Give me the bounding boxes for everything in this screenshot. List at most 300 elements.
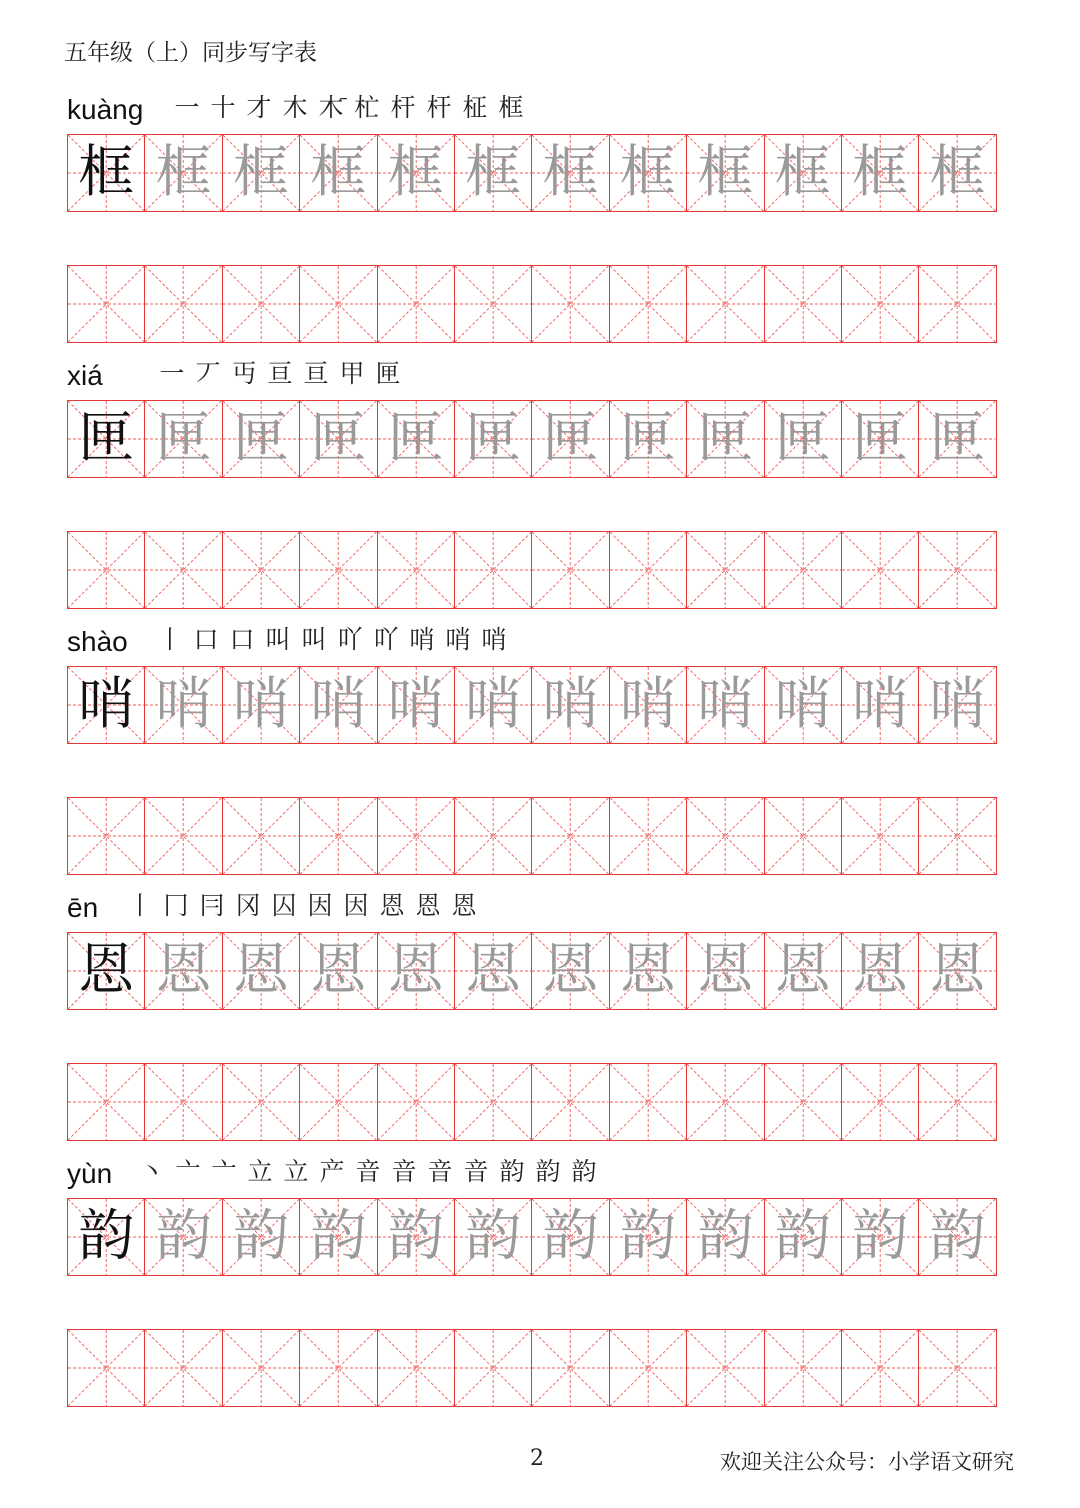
stroke-order-sequence	[137, 1152, 599, 1188]
stroke-step: 丆	[195, 359, 221, 388]
stroke-step: 甲	[339, 359, 365, 388]
blank-practice-cell[interactable]	[610, 1329, 687, 1407]
trace-character: 哨	[387, 672, 444, 737]
trace-character: 韵	[232, 1204, 289, 1269]
trace-cell	[300, 134, 377, 212]
blank-practice-cell[interactable]	[610, 265, 687, 343]
blank-practice-cell[interactable]	[300, 1063, 377, 1141]
trace-cell	[919, 666, 996, 744]
stroke-step: 哨	[409, 625, 435, 654]
blank-practice-cell[interactable]	[223, 797, 300, 875]
trace-character: 恩	[387, 938, 444, 1003]
trace-character: 恩	[155, 938, 212, 1003]
trace-cell	[919, 1198, 996, 1276]
stroke-step: 吖	[337, 625, 363, 654]
trace-character: 恩	[774, 938, 831, 1003]
stroke-step: 韵	[499, 1157, 525, 1186]
mi-grid-guide	[919, 798, 995, 874]
mi-grid-guide	[687, 1064, 763, 1140]
trace-cell	[223, 1198, 300, 1276]
mi-grid-guide	[145, 1330, 221, 1406]
practice-row	[67, 265, 1014, 343]
trace-cell	[532, 400, 609, 478]
trace-character: 韵	[852, 1204, 909, 1269]
trace-cell	[842, 134, 919, 212]
mi-grid-guide	[378, 798, 454, 874]
trace-cell	[842, 666, 919, 744]
pinyin-label: xiá	[67, 360, 103, 391]
blank-practice-cell[interactable]	[765, 797, 842, 875]
blank-practice-cell[interactable]	[532, 265, 609, 343]
mi-grid-guide	[68, 1330, 144, 1406]
mi-grid-guide	[300, 1064, 376, 1140]
blank-practice-cell[interactable]	[765, 1329, 842, 1407]
trace-cell	[223, 932, 300, 1010]
mi-grid-guide	[842, 1330, 918, 1406]
mi-grid-guide	[919, 266, 995, 342]
blank-practice-cell[interactable]	[687, 531, 764, 609]
mi-grid-guide	[145, 266, 221, 342]
mi-grid-guide	[455, 1064, 531, 1140]
blank-practice-cell[interactable]	[300, 797, 377, 875]
blank-practice-cell[interactable]	[223, 531, 300, 609]
trace-cell	[455, 666, 532, 744]
model-character: 韵	[78, 1204, 135, 1269]
trace-cell	[532, 1198, 609, 1276]
blank-practice-cell[interactable]	[68, 531, 145, 609]
trace-cell	[765, 1198, 842, 1276]
blank-practice-cell[interactable]	[455, 1329, 532, 1407]
trace-cell	[145, 134, 222, 212]
stroke-order-sequence	[125, 886, 479, 922]
mi-grid-guide	[300, 798, 376, 874]
pinyin-stroke-line	[67, 82, 1014, 134]
blank-practice-cell[interactable]	[223, 1063, 300, 1141]
pinyin-stroke-line	[67, 348, 1014, 400]
trace-cell	[610, 666, 687, 744]
blank-practice-cell[interactable]	[765, 531, 842, 609]
stroke-step: 杆	[426, 93, 452, 122]
mi-grid-guide	[842, 266, 918, 342]
trace-character: 韵	[774, 1204, 831, 1269]
trace-character: 韵	[929, 1204, 986, 1269]
character-block	[67, 82, 1014, 343]
blank-practice-cell[interactable]	[842, 1063, 919, 1141]
trace-character: 恩	[232, 938, 289, 1003]
trace-character: 框	[465, 140, 522, 205]
blank-practice-cell[interactable]	[68, 1063, 145, 1141]
blank-practice-cell[interactable]	[455, 531, 532, 609]
trace-row	[67, 666, 1014, 744]
stroke-step: 亘	[267, 359, 293, 388]
blank-practice-cell[interactable]	[842, 265, 919, 343]
trace-cell	[610, 932, 687, 1010]
blank-practice-cell[interactable]	[919, 265, 996, 343]
trace-cell	[842, 1198, 919, 1276]
stroke-step: 丶	[139, 1157, 165, 1186]
blank-practice-cell[interactable]	[145, 1329, 222, 1407]
trace-cell	[300, 666, 377, 744]
blank-practice-cell[interactable]	[455, 797, 532, 875]
trace-character: 恩	[929, 938, 986, 1003]
blank-practice-cell[interactable]	[532, 1329, 609, 1407]
trace-cell	[687, 400, 764, 478]
mi-grid-guide	[532, 532, 608, 608]
stroke-step: 囚	[271, 891, 297, 920]
character-block	[67, 1146, 1014, 1407]
trace-character: 韵	[542, 1204, 599, 1269]
trace-character: 恩	[619, 938, 676, 1003]
mi-grid-guide	[532, 798, 608, 874]
blank-practice-cell[interactable]	[610, 1063, 687, 1141]
blank-practice-cell[interactable]	[145, 797, 222, 875]
blank-practice-cell[interactable]	[455, 265, 532, 343]
pinyin-stroke-line	[67, 1146, 1014, 1198]
blank-practice-cell[interactable]	[842, 797, 919, 875]
stroke-step: 韵	[571, 1157, 597, 1186]
trace-character: 框	[310, 140, 367, 205]
stroke-step: 因	[307, 891, 333, 920]
trace-character: 恩	[697, 938, 754, 1003]
stroke-step: 恩	[379, 891, 405, 920]
stroke-step: 丨	[127, 891, 153, 920]
trace-row	[67, 400, 1014, 478]
model-character: 恩	[78, 938, 135, 1003]
practice-row	[67, 797, 1014, 875]
trace-character: 框	[697, 140, 754, 205]
trace-cell	[919, 134, 996, 212]
stroke-step: 亠	[175, 1157, 201, 1186]
mi-grid-guide	[223, 1330, 299, 1406]
blank-practice-cell[interactable]	[610, 531, 687, 609]
mi-grid-guide	[765, 1330, 841, 1406]
mi-grid-guide	[145, 1064, 221, 1140]
mi-grid-guide	[842, 798, 918, 874]
trace-character: 韵	[387, 1204, 444, 1269]
trace-cell	[765, 666, 842, 744]
stroke-step: 丏	[231, 359, 257, 388]
blank-practice-cell[interactable]	[223, 265, 300, 343]
trace-character: 匣	[232, 406, 289, 471]
trace-cell	[532, 932, 609, 1010]
stroke-step: 框	[498, 93, 524, 122]
trace-cell	[145, 666, 222, 744]
mi-grid-guide	[919, 1330, 995, 1406]
pinyin-label: shào	[67, 626, 128, 657]
blank-practice-cell[interactable]	[919, 531, 996, 609]
trace-character: 哨	[155, 672, 212, 737]
mi-grid-guide	[145, 798, 221, 874]
trace-character: 匣	[929, 406, 986, 471]
blank-practice-cell[interactable]	[687, 1329, 764, 1407]
trace-character: 韵	[465, 1204, 522, 1269]
trace-cell	[532, 134, 609, 212]
mi-grid-guide	[223, 798, 299, 874]
mi-grid-guide	[223, 266, 299, 342]
stroke-step: 丨	[157, 625, 183, 654]
mi-grid-guide	[300, 1330, 376, 1406]
mi-grid-guide	[842, 1064, 918, 1140]
stroke-step: 冂	[163, 891, 189, 920]
stroke-step: 音	[463, 1157, 489, 1186]
blank-practice-cell[interactable]	[68, 1329, 145, 1407]
trace-cell	[765, 932, 842, 1010]
stroke-step: 口	[229, 625, 255, 654]
stroke-step: 叫	[301, 625, 327, 654]
stroke-step: 音	[391, 1157, 417, 1186]
blank-practice-cell[interactable]	[378, 265, 455, 343]
trace-cell	[378, 666, 455, 744]
trace-character: 哨	[697, 672, 754, 737]
stroke-step: 十	[210, 93, 236, 122]
trace-cell	[300, 400, 377, 478]
trace-cell	[223, 666, 300, 744]
stroke-step: 哨	[445, 625, 471, 654]
trace-character: 匣	[387, 406, 444, 471]
mi-grid-guide	[687, 798, 763, 874]
mi-grid-guide	[687, 266, 763, 342]
trace-character: 匣	[697, 406, 754, 471]
stroke-step: 韵	[535, 1157, 561, 1186]
trace-character: 哨	[310, 672, 367, 737]
mi-grid-guide	[455, 266, 531, 342]
trace-cell	[378, 134, 455, 212]
blank-practice-cell[interactable]	[842, 531, 919, 609]
model-cell	[68, 400, 145, 478]
trace-character: 匣	[852, 406, 909, 471]
page-number: 2	[530, 1446, 544, 1471]
trace-cell	[145, 400, 222, 478]
trace-character: 框	[619, 140, 676, 205]
trace-character: 框	[852, 140, 909, 205]
trace-character: 韵	[619, 1204, 676, 1269]
stroke-step: 叫	[265, 625, 291, 654]
page-title: 五年级（上）同步写字表	[64, 40, 317, 66]
mi-grid-guide	[610, 1064, 686, 1140]
stroke-step: 匣	[375, 359, 401, 388]
trace-cell	[378, 932, 455, 1010]
character-block	[67, 614, 1014, 875]
blank-practice-cell[interactable]	[765, 1063, 842, 1141]
pinyin-stroke-line	[67, 614, 1014, 666]
model-cell	[68, 1198, 145, 1276]
model-cell	[68, 134, 145, 212]
trace-character: 匣	[465, 406, 522, 471]
mi-grid-guide	[145, 532, 221, 608]
trace-character: 匣	[542, 406, 599, 471]
mi-grid-guide	[68, 1064, 144, 1140]
stroke-step: 产	[319, 1157, 345, 1186]
trace-character: 框	[929, 140, 986, 205]
trace-character: 恩	[310, 938, 367, 1003]
stroke-order-sequence	[172, 88, 526, 124]
stroke-step: 才	[246, 93, 272, 122]
blank-practice-cell[interactable]	[765, 265, 842, 343]
trace-character: 哨	[232, 672, 289, 737]
blank-practice-cell[interactable]	[378, 1063, 455, 1141]
blank-practice-cell[interactable]	[687, 1063, 764, 1141]
trace-character: 匣	[774, 406, 831, 471]
trace-cell	[687, 134, 764, 212]
model-cell	[68, 932, 145, 1010]
trace-cell	[687, 1198, 764, 1276]
blank-practice-cell[interactable]	[300, 1329, 377, 1407]
mi-grid-guide	[455, 1330, 531, 1406]
trace-character: 哨	[542, 672, 599, 737]
trace-cell	[455, 134, 532, 212]
stroke-order-sequence	[157, 354, 403, 390]
mi-grid-guide	[378, 1330, 454, 1406]
stroke-step: 冃	[199, 891, 225, 920]
trace-cell	[145, 932, 222, 1010]
mi-grid-guide	[378, 266, 454, 342]
blank-practice-cell[interactable]	[378, 531, 455, 609]
stroke-step: 杆	[390, 93, 416, 122]
blank-practice-cell[interactable]	[919, 797, 996, 875]
blank-practice-cell[interactable]	[919, 1329, 996, 1407]
blank-practice-cell[interactable]	[300, 531, 377, 609]
blank-practice-cell[interactable]	[68, 265, 145, 343]
trace-cell	[223, 134, 300, 212]
stroke-step: 亠	[211, 1157, 237, 1186]
model-cell	[68, 666, 145, 744]
mi-grid-guide	[455, 798, 531, 874]
mi-grid-guide	[532, 1064, 608, 1140]
stroke-step: 哨	[481, 625, 507, 654]
blank-practice-cell[interactable]	[145, 531, 222, 609]
trace-cell	[145, 1198, 222, 1276]
mi-grid-guide	[378, 1064, 454, 1140]
mi-grid-guide	[765, 798, 841, 874]
stroke-step: 亘	[303, 359, 329, 388]
stroke-step: 立	[247, 1157, 273, 1186]
blank-practice-cell[interactable]	[919, 1063, 996, 1141]
mi-grid-guide	[300, 532, 376, 608]
mi-grid-guide	[919, 532, 995, 608]
trace-character: 恩	[542, 938, 599, 1003]
trace-cell	[765, 400, 842, 478]
trace-cell	[610, 134, 687, 212]
character-block	[67, 880, 1014, 1141]
blank-practice-cell[interactable]	[610, 797, 687, 875]
trace-cell	[610, 1198, 687, 1276]
trace-row	[67, 1198, 1014, 1276]
trace-cell	[919, 932, 996, 1010]
blank-practice-cell[interactable]	[532, 531, 609, 609]
trace-cell	[300, 932, 377, 1010]
trace-cell	[455, 1198, 532, 1276]
trace-character: 哨	[774, 672, 831, 737]
character-block	[67, 348, 1014, 609]
trace-character: 框	[387, 140, 444, 205]
trace-cell	[378, 1198, 455, 1276]
blank-practice-cell[interactable]	[687, 265, 764, 343]
trace-character: 哨	[619, 672, 676, 737]
stroke-step: 木̄	[318, 93, 344, 122]
trace-character: 韵	[697, 1204, 754, 1269]
trace-character: 框	[155, 140, 212, 205]
pinyin-label: ēn	[67, 892, 99, 923]
blank-practice-cell[interactable]	[532, 1063, 609, 1141]
blank-practice-cell[interactable]	[300, 265, 377, 343]
trace-character: 框	[542, 140, 599, 205]
trace-character: 匣	[619, 406, 676, 471]
trace-character: 匣	[155, 406, 212, 471]
trace-character: 哨	[929, 672, 986, 737]
stroke-step: 音	[355, 1157, 381, 1186]
stroke-step: 冈	[235, 891, 261, 920]
practice-row	[67, 531, 1014, 609]
mi-grid-guide	[765, 266, 841, 342]
mi-grid-guide	[842, 532, 918, 608]
mi-grid-guide	[919, 1064, 995, 1140]
stroke-step: 柾	[462, 93, 488, 122]
pinyin-label: kuàng	[67, 94, 144, 125]
stroke-step: 恩	[451, 891, 477, 920]
trace-cell	[532, 666, 609, 744]
mi-grid-guide	[68, 532, 144, 608]
trace-cell	[842, 400, 919, 478]
blank-practice-cell[interactable]	[687, 797, 764, 875]
trace-cell	[842, 932, 919, 1010]
blank-practice-cell[interactable]	[145, 265, 222, 343]
trace-character: 哨	[852, 672, 909, 737]
trace-character: 框	[232, 140, 289, 205]
trace-cell	[687, 666, 764, 744]
blank-practice-cell[interactable]	[145, 1063, 222, 1141]
model-character: 框	[78, 140, 135, 205]
trace-cell	[378, 400, 455, 478]
trace-character: 韵	[310, 1204, 367, 1269]
trace-row	[67, 134, 1014, 212]
mi-grid-guide	[765, 532, 841, 608]
trace-cell	[455, 932, 532, 1010]
blank-practice-cell[interactable]	[378, 797, 455, 875]
mi-grid-guide	[610, 798, 686, 874]
trace-cell	[223, 400, 300, 478]
trace-character: 恩	[465, 938, 522, 1003]
stroke-step: 立	[283, 1157, 309, 1186]
blank-practice-cell[interactable]	[223, 1329, 300, 1407]
blank-practice-cell[interactable]	[455, 1063, 532, 1141]
mi-grid-guide	[300, 266, 376, 342]
stroke-step: 口	[193, 625, 219, 654]
trace-character: 哨	[465, 672, 522, 737]
blank-practice-cell[interactable]	[842, 1329, 919, 1407]
stroke-step: 恩	[415, 891, 441, 920]
trace-cell	[610, 400, 687, 478]
stroke-order-sequence	[155, 620, 509, 656]
trace-row	[67, 932, 1014, 1010]
mi-grid-guide	[223, 532, 299, 608]
pinyin-stroke-line	[67, 880, 1014, 932]
mi-grid-guide	[532, 266, 608, 342]
mi-grid-guide	[610, 532, 686, 608]
mi-grid-guide	[610, 266, 686, 342]
footer-note: 欢迎关注公众号：小学语文研究	[720, 1450, 1014, 1474]
trace-character: 恩	[852, 938, 909, 1003]
blank-practice-cell[interactable]	[378, 1329, 455, 1407]
trace-character: 匣	[310, 406, 367, 471]
blank-practice-cell[interactable]	[532, 797, 609, 875]
mi-grid-guide	[455, 532, 531, 608]
trace-cell	[455, 400, 532, 478]
pinyin-label: yùn	[67, 1158, 113, 1189]
practice-row	[67, 1063, 1014, 1141]
mi-grid-guide	[532, 1330, 608, 1406]
trace-cell	[765, 134, 842, 212]
blank-practice-cell[interactable]	[68, 797, 145, 875]
